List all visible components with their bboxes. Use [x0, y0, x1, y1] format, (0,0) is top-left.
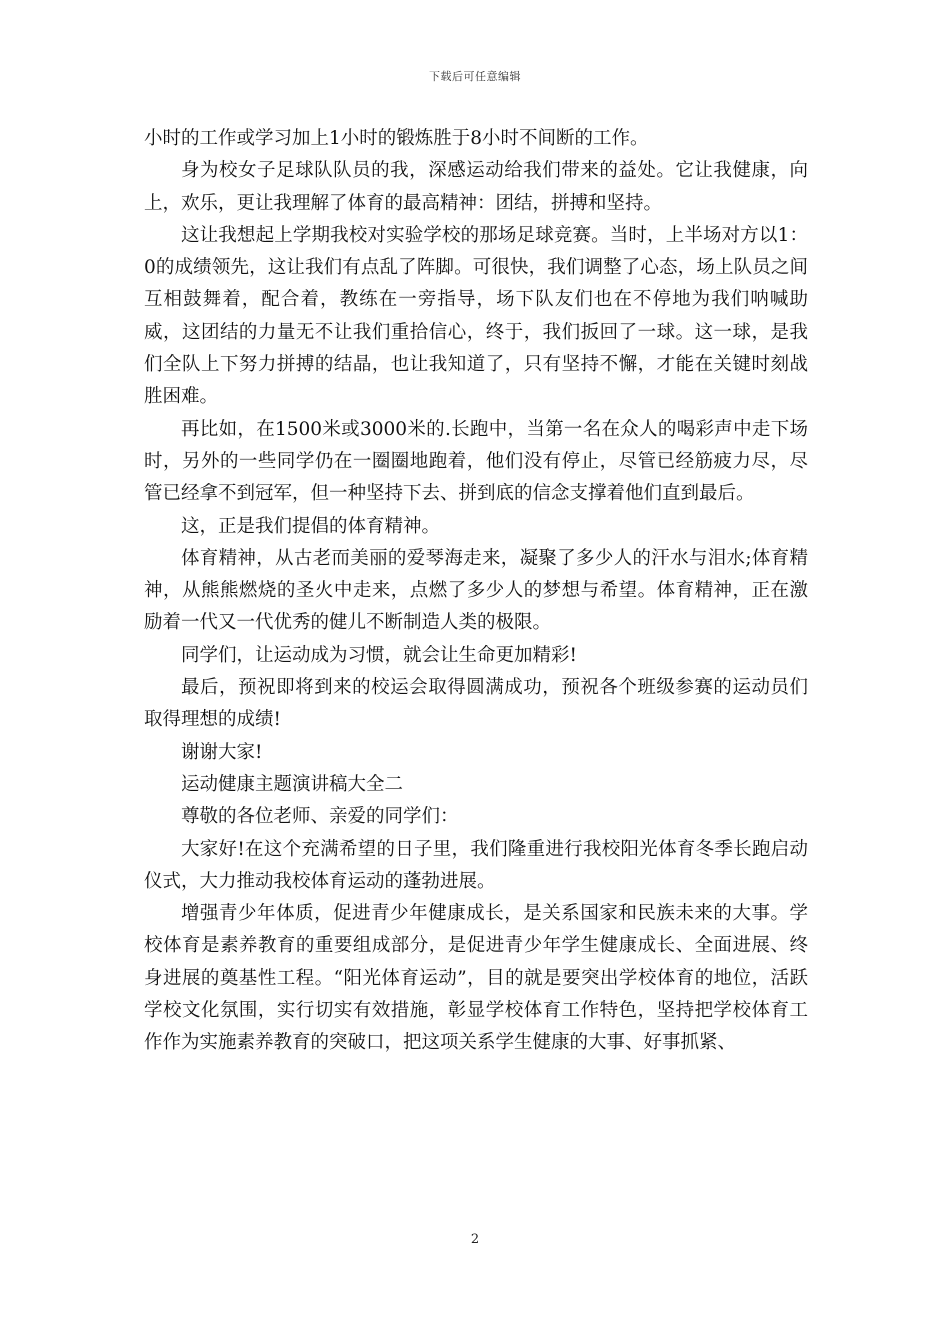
paragraph: 小时的工作或学习加上1小时的锻炼胜于8小时不间断的工作。	[144, 128, 649, 149]
page-number: 2	[470, 1232, 480, 1247]
paragraph: 最后，预祝即将到来的校运会取得圆满成功，预祝各个班级参赛的运动员们取得理想的成绩!	[144, 677, 808, 731]
paragraph: 身为校女子足球队队员的我，深感运动给我们带来的益处。它让我健康，向上，欢乐，更让我理解了体育的最高精神：团结，拼搏和坚持。	[144, 160, 808, 214]
document-body	[144, 123, 808, 1060]
page-header-note: 下载后可任意编辑	[429, 70, 521, 83]
paragraph: 体育精神，从古老而美丽的爱琴海走来，凝聚了多少人的汗水与泪水;体育精神，从熊熊燃烧的圣火中走来，点燃了多少人的梦想与希望。体育精神，正在激励着一代又一代优秀的健儿不断制造人类的极限。	[144, 547, 808, 634]
paragraph: 谢谢大家!	[181, 741, 263, 763]
salutation: 尊敬的各位老师、亲爱的同学们：	[181, 806, 459, 828]
paragraph: 增强青少年体质，促进青少年健康成长，是关系国家和民族未来的大事。学校体育是素养教育的重要组成部分，是促进青少年学生健康成长、全面进展、终身进展的奠基性工程。“阳光体育运动”，目的就是要突出学校体育的地位，活跃学校文化氛围，实行切实有效措施，彰显学校体育工作特色，坚持把学校体育工作作为实施素养教育的突破口，把这项关系学生健康的大事、好事抓紧、	[144, 903, 808, 1054]
paragraph: 这，正是我们提倡的体育精神。	[181, 515, 441, 537]
section-heading: 运动健康主题演讲稿大全二	[181, 773, 404, 795]
paragraph: 大家好!在这个充满希望的日子里，我们隆重进行我校阳光体育冬季长跑启动仪式，大力推动我校体育运动的蓬勃进展。	[144, 838, 808, 892]
paragraph: 再比如，在1500米或3000米的.长跑中，当第一名在众人的喝彩声中走下场时，另外的一些同学仍在一圈圈地跑着，他们没有停止，尽管已经筋疲力尽，尽管已经拿不到冠军，但一种坚持下去、拼到底的信念支撑着他们直到最后。	[144, 418, 808, 505]
paragraph: 这让我想起上学期我校对实验学校的那场足球竞赛。当时，上半场对方以1：0的成绩领先，这让我们有点乱了阵脚。可很快，我们调整了心态，场上队员之间互相鼓舞着，配合着，教练在一旁指导，场下队友们也在不停地为我们呐喊助威，这团结的力量无不让我们重拾信心，终于，我们扳回了一球。这一球，是我们全队上下努力拼搏的结晶，也让我知道了，只有坚持不懈，才能在关键时刻战胜困难。	[144, 224, 808, 408]
paragraph: 同学们，让运动成为习惯，就会让生命更加精彩!	[181, 644, 577, 666]
